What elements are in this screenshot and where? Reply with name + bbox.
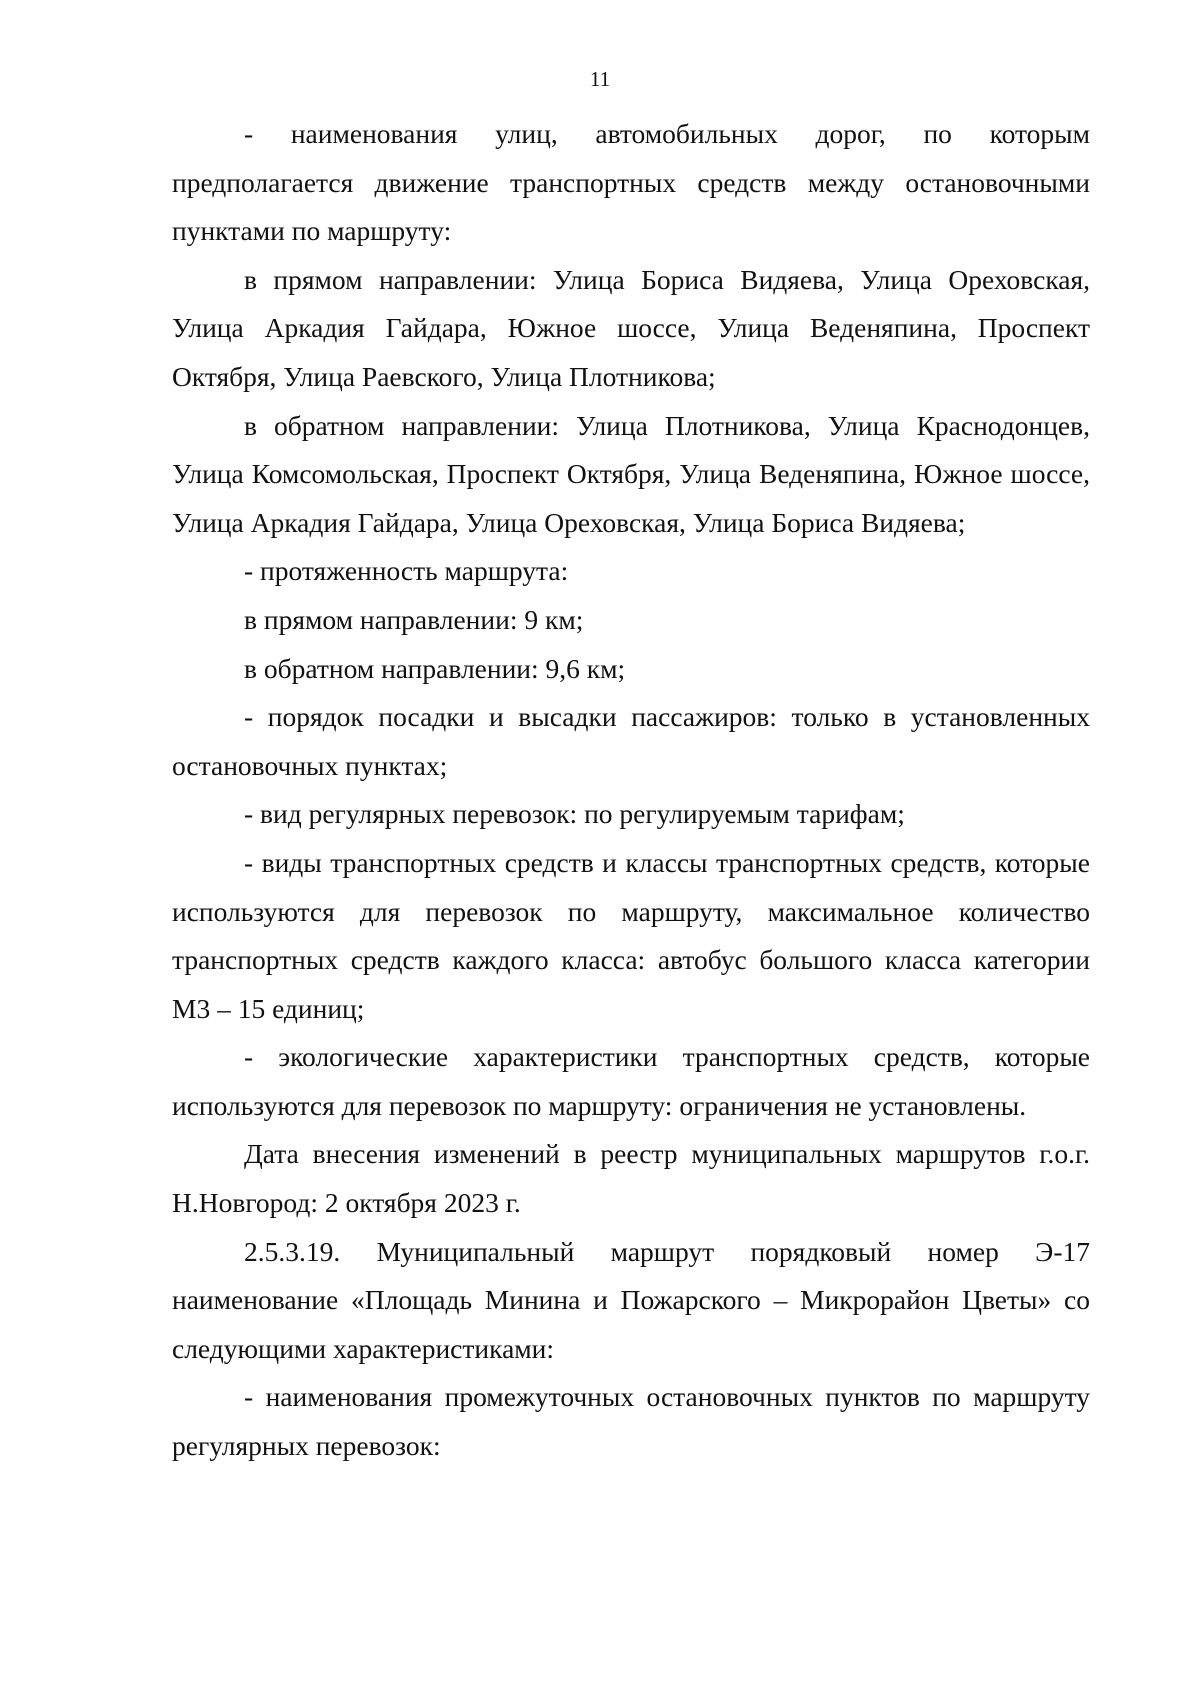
paragraph-route-length-heading: - протяженность маршрута: — [244, 555, 569, 587]
paragraph-street-names-heading: - наименования улиц, автомобильных дорог, по которым предполагается движение транспортных средств между остановочными пунктами по маршруту: — [172, 118, 1090, 247]
paragraph-vehicle-classes: - виды транспортных средств и классы транспортных средств, которые используются для перевозок по маршруту, максимальное количество транспортных средств каждого класса: автобус большого класса категории М3 – 15 единиц; — [172, 846, 1090, 1024]
paragraph-reverse-length: в обратном направлении: 9,6 км; — [244, 652, 626, 684]
paragraph-forward-streets: в прямом направлении: Улица Бориса Видяева, Улица Ореховская, Улица Аркадия Гайдара, Южное шоссе, Улица Веденяпина, Проспект Октября, Улица Раевского, Улица Плотникова; — [172, 263, 1090, 392]
paragraph-transport-type: - вид регулярных перевозок: по регулируемым тарифам; — [244, 798, 905, 830]
paragraph-route-e17: 2.5.3.19. Муниципальный маршрут порядковый номер Э-17 наименование «Площадь Минина и Пожарского – Микрорайон Цветы» со следующими характеристиками: — [172, 1235, 1090, 1364]
paragraph-intermediate-stops: - наименования промежуточных остановочных пунктов по маршруту регулярных перевозок: — [172, 1381, 1090, 1462]
page-number: 11 — [589, 67, 611, 91]
paragraph-registry-date: Дата внесения изменений в реестр муниципальных маршрутов г.о.г. Н.Новгород: 2 октября 2023 г. — [172, 1138, 1090, 1219]
document-body — [172, 110, 1090, 1471]
paragraph-boarding-order: - порядок посадки и высадки пассажиров: только в установленных остановочных пунктах; — [172, 701, 1090, 781]
paragraph-reverse-streets: в обратном направлении: Улица Плотникова, Улица Краснодонцев, Улица Комсомольская, Проспект Октября, Улица Веденяпина, Южное шоссе, Улица Аркадия Гайдара, Улица Ореховская, Улица Бориса Видяева; — [172, 409, 1090, 538]
paragraph-forward-length: в прямом направлении: 9 км; — [244, 603, 584, 635]
paragraph-ecological: - экологические характеристики транспортных средств, которые используются для перевозок по маршруту: ограничения не установлены. — [172, 1041, 1090, 1121]
